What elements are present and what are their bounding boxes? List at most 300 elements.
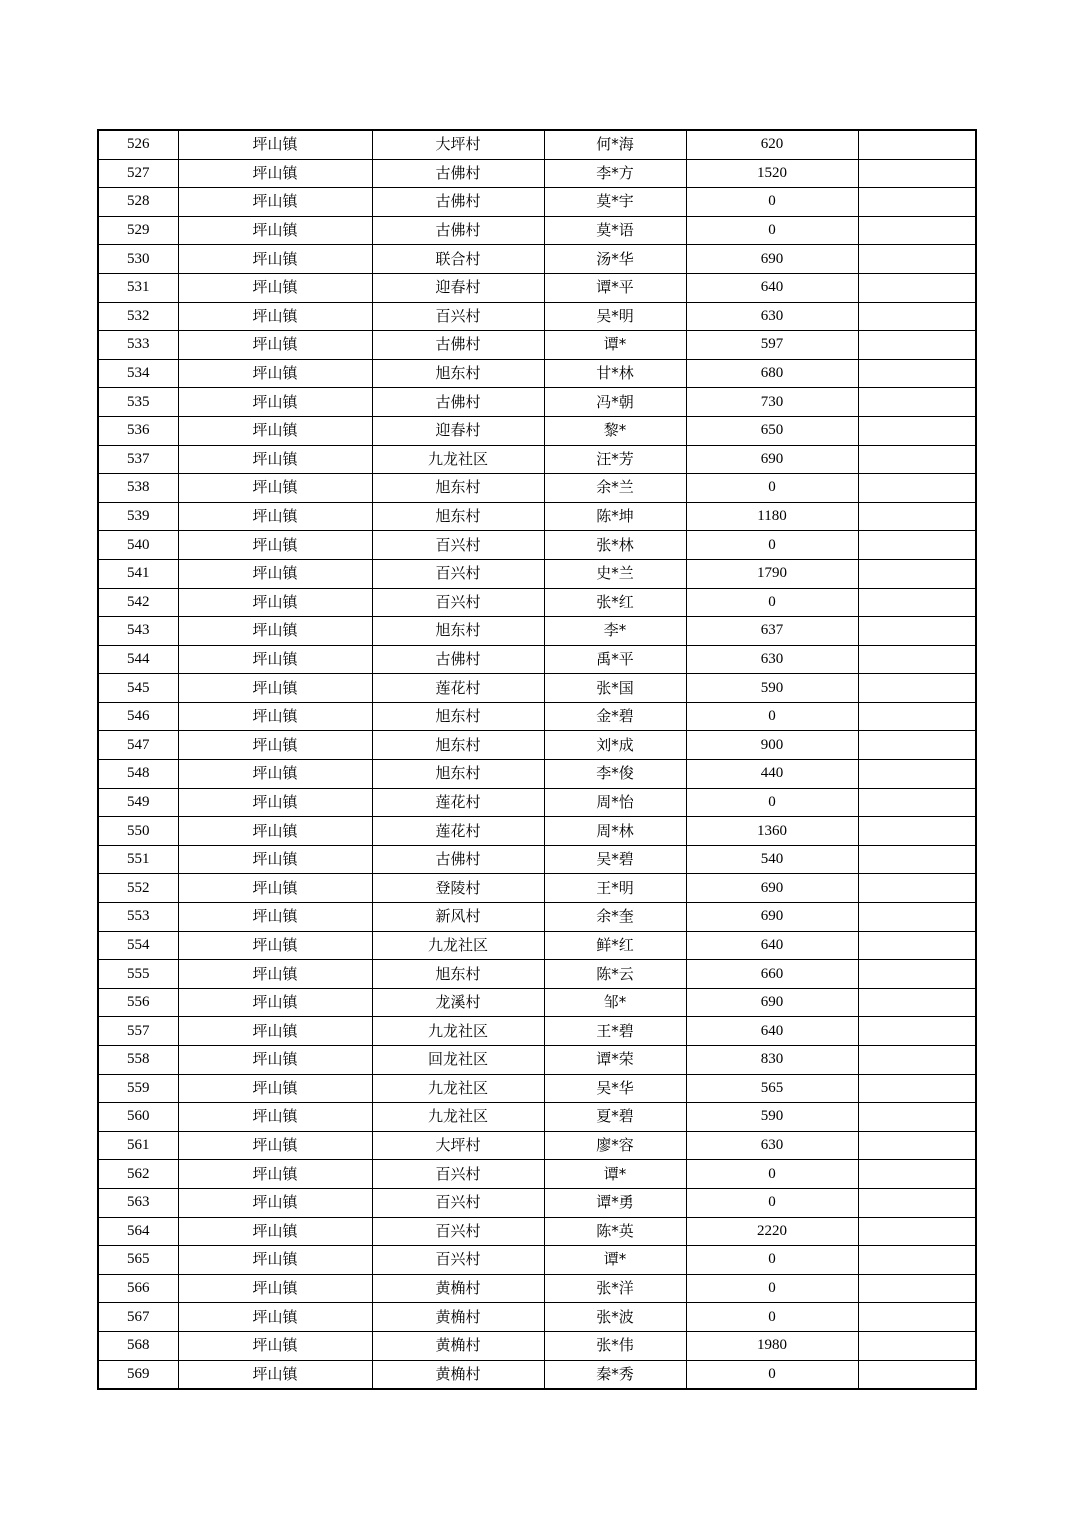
- village-cell: 旭东村: [372, 502, 544, 531]
- remark-cell: [858, 960, 976, 989]
- row-number-cell: 529: [98, 216, 178, 245]
- table-row: [98, 731, 976, 760]
- name-cell: 夏*碧: [544, 1103, 686, 1132]
- amount-cell: 1980: [686, 1331, 858, 1360]
- town-cell: 坪山镇: [178, 645, 372, 674]
- row-number-cell: 528: [98, 188, 178, 217]
- table-row: [98, 159, 976, 188]
- remark-cell: [858, 416, 976, 445]
- amount-cell: 1790: [686, 559, 858, 588]
- name-cell: 谭*: [544, 331, 686, 360]
- table-row: [98, 674, 976, 703]
- village-cell: 百兴村: [372, 588, 544, 617]
- town-cell: 坪山镇: [178, 216, 372, 245]
- town-cell: 坪山镇: [178, 388, 372, 417]
- remark-cell: [858, 903, 976, 932]
- remark-cell: [858, 273, 976, 302]
- remark-cell: [858, 216, 976, 245]
- amount-cell: 690: [686, 245, 858, 274]
- village-cell: 莲花村: [372, 674, 544, 703]
- row-number-cell: 554: [98, 931, 178, 960]
- name-cell: 吴*华: [544, 1074, 686, 1103]
- row-number-cell: 535: [98, 388, 178, 417]
- remark-cell: [858, 1103, 976, 1132]
- remark-cell: [858, 1131, 976, 1160]
- amount-cell: 630: [686, 302, 858, 331]
- table-row: [98, 1217, 976, 1246]
- name-cell: 李*: [544, 617, 686, 646]
- table-row: [98, 302, 976, 331]
- village-cell: 旭东村: [372, 760, 544, 789]
- name-cell: 汪*芳: [544, 445, 686, 474]
- name-cell: 鲜*红: [544, 931, 686, 960]
- village-cell: 百兴村: [372, 1246, 544, 1275]
- town-cell: 坪山镇: [178, 588, 372, 617]
- amount-cell: 637: [686, 617, 858, 646]
- table-row: [98, 1160, 976, 1189]
- village-cell: 黄桷村: [372, 1360, 544, 1389]
- table-row: [98, 931, 976, 960]
- row-number-cell: 540: [98, 531, 178, 560]
- town-cell: 坪山镇: [178, 1274, 372, 1303]
- name-cell: 张*红: [544, 588, 686, 617]
- village-cell: 旭东村: [372, 474, 544, 503]
- village-cell: 莲花村: [372, 817, 544, 846]
- row-number-cell: 569: [98, 1360, 178, 1389]
- row-number-cell: 541: [98, 559, 178, 588]
- row-number-cell: 539: [98, 502, 178, 531]
- amount-cell: 680: [686, 359, 858, 388]
- village-cell: 百兴村: [372, 531, 544, 560]
- amount-cell: 590: [686, 674, 858, 703]
- name-cell: 余*兰: [544, 474, 686, 503]
- remark-cell: [858, 1217, 976, 1246]
- town-cell: 坪山镇: [178, 874, 372, 903]
- row-number-cell: 533: [98, 331, 178, 360]
- table-row: [98, 1246, 976, 1275]
- row-number-cell: 526: [98, 130, 178, 159]
- amount-cell: 1520: [686, 159, 858, 188]
- remark-cell: [858, 874, 976, 903]
- name-cell: 李*俊: [544, 760, 686, 789]
- village-cell: 百兴村: [372, 1188, 544, 1217]
- table-row: [98, 960, 976, 989]
- table-row: [98, 1131, 976, 1160]
- row-number-cell: 551: [98, 845, 178, 874]
- row-number-cell: 548: [98, 760, 178, 789]
- village-cell: 新风村: [372, 903, 544, 932]
- row-number-cell: 544: [98, 645, 178, 674]
- town-cell: 坪山镇: [178, 1160, 372, 1189]
- amount-cell: 0: [686, 702, 858, 731]
- amount-cell: 730: [686, 388, 858, 417]
- town-cell: 坪山镇: [178, 903, 372, 932]
- table-row: [98, 331, 976, 360]
- remark-cell: [858, 1331, 976, 1360]
- village-cell: 大坪村: [372, 1131, 544, 1160]
- name-cell: 秦*秀: [544, 1360, 686, 1389]
- amount-cell: 2220: [686, 1217, 858, 1246]
- village-cell: 古佛村: [372, 645, 544, 674]
- row-number-cell: 558: [98, 1046, 178, 1075]
- remark-cell: [858, 531, 976, 560]
- amount-cell: 0: [686, 531, 858, 560]
- remark-cell: [858, 1017, 976, 1046]
- town-cell: 坪山镇: [178, 1303, 372, 1332]
- name-cell: 周*怡: [544, 788, 686, 817]
- table-row: [98, 216, 976, 245]
- village-cell: 黄桷村: [372, 1274, 544, 1303]
- amount-cell: 900: [686, 731, 858, 760]
- name-cell: 莫*宇: [544, 188, 686, 217]
- remark-cell: [858, 130, 976, 159]
- amount-cell: 0: [686, 1246, 858, 1275]
- remark-cell: [858, 331, 976, 360]
- remark-cell: [858, 1160, 976, 1189]
- name-cell: 陈*云: [544, 960, 686, 989]
- table-row: [98, 559, 976, 588]
- amount-cell: 540: [686, 845, 858, 874]
- row-number-cell: 552: [98, 874, 178, 903]
- row-number-cell: 545: [98, 674, 178, 703]
- remark-cell: [858, 559, 976, 588]
- town-cell: 坪山镇: [178, 1074, 372, 1103]
- town-cell: 坪山镇: [178, 674, 372, 703]
- amount-cell: 690: [686, 874, 858, 903]
- town-cell: 坪山镇: [178, 1017, 372, 1046]
- name-cell: 谭*勇: [544, 1188, 686, 1217]
- town-cell: 坪山镇: [178, 445, 372, 474]
- name-cell: 冯*朝: [544, 388, 686, 417]
- row-number-cell: 555: [98, 960, 178, 989]
- table-row: [98, 359, 976, 388]
- table-row: [98, 588, 976, 617]
- name-cell: 张*洋: [544, 1274, 686, 1303]
- village-cell: 百兴村: [372, 1217, 544, 1246]
- town-cell: 坪山镇: [178, 302, 372, 331]
- amount-cell: 1360: [686, 817, 858, 846]
- town-cell: 坪山镇: [178, 931, 372, 960]
- remark-cell: [858, 302, 976, 331]
- village-cell: 大坪村: [372, 130, 544, 159]
- remark-cell: [858, 388, 976, 417]
- village-cell: 百兴村: [372, 302, 544, 331]
- table-row: [98, 1360, 976, 1389]
- village-cell: 古佛村: [372, 331, 544, 360]
- town-cell: 坪山镇: [178, 617, 372, 646]
- town-cell: 坪山镇: [178, 416, 372, 445]
- name-cell: 李*方: [544, 159, 686, 188]
- village-cell: 古佛村: [372, 388, 544, 417]
- name-cell: 谭*: [544, 1246, 686, 1275]
- row-number-cell: 542: [98, 588, 178, 617]
- remark-cell: [858, 1303, 976, 1332]
- remark-cell: [858, 1046, 976, 1075]
- table-row: [98, 1331, 976, 1360]
- name-cell: 汤*华: [544, 245, 686, 274]
- name-cell: 谭*平: [544, 273, 686, 302]
- town-cell: 坪山镇: [178, 1103, 372, 1132]
- row-number-cell: 565: [98, 1246, 178, 1275]
- remark-cell: [858, 617, 976, 646]
- table-row: [98, 130, 976, 159]
- name-cell: 陈*坤: [544, 502, 686, 531]
- remark-cell: [858, 502, 976, 531]
- row-number-cell: 566: [98, 1274, 178, 1303]
- row-number-cell: 556: [98, 988, 178, 1017]
- town-cell: 坪山镇: [178, 1188, 372, 1217]
- table-row: [98, 903, 976, 932]
- row-number-cell: 568: [98, 1331, 178, 1360]
- town-cell: 坪山镇: [178, 359, 372, 388]
- name-cell: 莫*语: [544, 216, 686, 245]
- row-number-cell: 557: [98, 1017, 178, 1046]
- remark-cell: [858, 674, 976, 703]
- table-row: [98, 617, 976, 646]
- village-cell: 百兴村: [372, 559, 544, 588]
- remark-cell: [858, 760, 976, 789]
- row-number-cell: 537: [98, 445, 178, 474]
- village-cell: 迎春村: [372, 416, 544, 445]
- name-cell: 吴*明: [544, 302, 686, 331]
- amount-cell: 0: [686, 188, 858, 217]
- row-number-cell: 563: [98, 1188, 178, 1217]
- remark-cell: [858, 1360, 976, 1389]
- table-row: [98, 988, 976, 1017]
- amount-cell: 620: [686, 130, 858, 159]
- table-row: [98, 1017, 976, 1046]
- amount-cell: 640: [686, 273, 858, 302]
- amount-cell: 590: [686, 1103, 858, 1132]
- town-cell: 坪山镇: [178, 988, 372, 1017]
- remark-cell: [858, 159, 976, 188]
- town-cell: 坪山镇: [178, 1360, 372, 1389]
- town-cell: 坪山镇: [178, 502, 372, 531]
- row-number-cell: 561: [98, 1131, 178, 1160]
- table-row: [98, 445, 976, 474]
- table-row: [98, 760, 976, 789]
- row-number-cell: 543: [98, 617, 178, 646]
- name-cell: 王*碧: [544, 1017, 686, 1046]
- village-cell: 九龙社区: [372, 1103, 544, 1132]
- amount-cell: 0: [686, 1274, 858, 1303]
- remark-cell: [858, 188, 976, 217]
- table-row: [98, 645, 976, 674]
- village-cell: 古佛村: [372, 216, 544, 245]
- name-cell: 廖*容: [544, 1131, 686, 1160]
- village-cell: 旭东村: [372, 731, 544, 760]
- name-cell: 黎*: [544, 416, 686, 445]
- amount-cell: 630: [686, 645, 858, 674]
- amount-cell: 0: [686, 1303, 858, 1332]
- table-row: [98, 817, 976, 846]
- row-number-cell: 546: [98, 702, 178, 731]
- row-number-cell: 547: [98, 731, 178, 760]
- row-number-cell: 532: [98, 302, 178, 331]
- table-row: [98, 874, 976, 903]
- town-cell: 坪山镇: [178, 788, 372, 817]
- town-cell: 坪山镇: [178, 531, 372, 560]
- table-row: [98, 1188, 976, 1217]
- remark-cell: [858, 1274, 976, 1303]
- name-cell: 余*奎: [544, 903, 686, 932]
- amount-cell: 565: [686, 1074, 858, 1103]
- row-number-cell: 553: [98, 903, 178, 932]
- amount-cell: 830: [686, 1046, 858, 1075]
- amount-cell: 0: [686, 1188, 858, 1217]
- row-number-cell: 538: [98, 474, 178, 503]
- amount-cell: 0: [686, 1160, 858, 1189]
- name-cell: 陈*英: [544, 1217, 686, 1246]
- remark-cell: [858, 474, 976, 503]
- name-cell: 王*明: [544, 874, 686, 903]
- town-cell: 坪山镇: [178, 331, 372, 360]
- amount-cell: 630: [686, 1131, 858, 1160]
- table-row: [98, 502, 976, 531]
- amount-cell: 0: [686, 216, 858, 245]
- village-cell: 龙溪村: [372, 988, 544, 1017]
- roster-table: [97, 129, 977, 1390]
- town-cell: 坪山镇: [178, 559, 372, 588]
- row-number-cell: 559: [98, 1074, 178, 1103]
- village-cell: 古佛村: [372, 845, 544, 874]
- table-row: [98, 702, 976, 731]
- amount-cell: 640: [686, 931, 858, 960]
- table-row: [98, 1074, 976, 1103]
- name-cell: 史*兰: [544, 559, 686, 588]
- amount-cell: 660: [686, 960, 858, 989]
- amount-cell: 597: [686, 331, 858, 360]
- name-cell: 张*林: [544, 531, 686, 560]
- town-cell: 坪山镇: [178, 960, 372, 989]
- remark-cell: [858, 445, 976, 474]
- row-number-cell: 550: [98, 817, 178, 846]
- town-cell: 坪山镇: [178, 1331, 372, 1360]
- town-cell: 坪山镇: [178, 760, 372, 789]
- village-cell: 九龙社区: [372, 1074, 544, 1103]
- village-cell: 迎春村: [372, 273, 544, 302]
- town-cell: 坪山镇: [178, 1246, 372, 1275]
- table-row: [98, 1046, 976, 1075]
- village-cell: 百兴村: [372, 1160, 544, 1189]
- village-cell: 黄桷村: [372, 1303, 544, 1332]
- amount-cell: 440: [686, 760, 858, 789]
- remark-cell: [858, 1188, 976, 1217]
- village-cell: 旭东村: [372, 702, 544, 731]
- remark-cell: [858, 845, 976, 874]
- table-row: [98, 273, 976, 302]
- amount-cell: 640: [686, 1017, 858, 1046]
- name-cell: 谭*: [544, 1160, 686, 1189]
- name-cell: 吴*碧: [544, 845, 686, 874]
- village-cell: 九龙社区: [372, 931, 544, 960]
- row-number-cell: 564: [98, 1217, 178, 1246]
- remark-cell: [858, 359, 976, 388]
- village-cell: 旭东村: [372, 617, 544, 646]
- name-cell: 禹*平: [544, 645, 686, 674]
- name-cell: 刘*成: [544, 731, 686, 760]
- town-cell: 坪山镇: [178, 845, 372, 874]
- name-cell: 周*林: [544, 817, 686, 846]
- village-cell: 黄桷村: [372, 1331, 544, 1360]
- town-cell: 坪山镇: [178, 1046, 372, 1075]
- row-number-cell: 534: [98, 359, 178, 388]
- town-cell: 坪山镇: [178, 245, 372, 274]
- town-cell: 坪山镇: [178, 273, 372, 302]
- name-cell: 甘*林: [544, 359, 686, 388]
- village-cell: 九龙社区: [372, 445, 544, 474]
- table-row: [98, 1103, 976, 1132]
- table-row: [98, 531, 976, 560]
- remark-cell: [858, 931, 976, 960]
- remark-cell: [858, 588, 976, 617]
- town-cell: 坪山镇: [178, 1217, 372, 1246]
- row-number-cell: 530: [98, 245, 178, 274]
- table-row: [98, 845, 976, 874]
- town-cell: 坪山镇: [178, 817, 372, 846]
- name-cell: 谭*荣: [544, 1046, 686, 1075]
- remark-cell: [858, 731, 976, 760]
- town-cell: 坪山镇: [178, 1131, 372, 1160]
- table-row: [98, 788, 976, 817]
- row-number-cell: 560: [98, 1103, 178, 1132]
- amount-cell: 0: [686, 474, 858, 503]
- name-cell: 何*海: [544, 130, 686, 159]
- amount-cell: 0: [686, 788, 858, 817]
- amount-cell: 650: [686, 416, 858, 445]
- town-cell: 坪山镇: [178, 702, 372, 731]
- remark-cell: [858, 1074, 976, 1103]
- name-cell: 金*碧: [544, 702, 686, 731]
- row-number-cell: 536: [98, 416, 178, 445]
- village-cell: 旭东村: [372, 359, 544, 388]
- row-number-cell: 531: [98, 273, 178, 302]
- table-row: [98, 474, 976, 503]
- table-row: [98, 188, 976, 217]
- remark-cell: [858, 245, 976, 274]
- town-cell: 坪山镇: [178, 130, 372, 159]
- table-row: [98, 245, 976, 274]
- village-cell: 古佛村: [372, 159, 544, 188]
- amount-cell: 0: [686, 588, 858, 617]
- town-cell: 坪山镇: [178, 731, 372, 760]
- table-row: [98, 388, 976, 417]
- row-number-cell: 562: [98, 1160, 178, 1189]
- name-cell: 张*国: [544, 674, 686, 703]
- remark-cell: [858, 645, 976, 674]
- row-number-cell: 549: [98, 788, 178, 817]
- amount-cell: 1180: [686, 502, 858, 531]
- amount-cell: 690: [686, 445, 858, 474]
- amount-cell: 690: [686, 903, 858, 932]
- roster-table-body: [98, 130, 976, 1389]
- table-row: [98, 416, 976, 445]
- remark-cell: [858, 702, 976, 731]
- amount-cell: 0: [686, 1360, 858, 1389]
- amount-cell: 690: [686, 988, 858, 1017]
- village-cell: 登陵村: [372, 874, 544, 903]
- village-cell: 联合村: [372, 245, 544, 274]
- village-cell: 旭东村: [372, 960, 544, 989]
- remark-cell: [858, 1246, 976, 1275]
- row-number-cell: 567: [98, 1303, 178, 1332]
- village-cell: 古佛村: [372, 188, 544, 217]
- village-cell: 回龙社区: [372, 1046, 544, 1075]
- town-cell: 坪山镇: [178, 188, 372, 217]
- name-cell: 张*波: [544, 1303, 686, 1332]
- table-row: [98, 1274, 976, 1303]
- town-cell: 坪山镇: [178, 159, 372, 188]
